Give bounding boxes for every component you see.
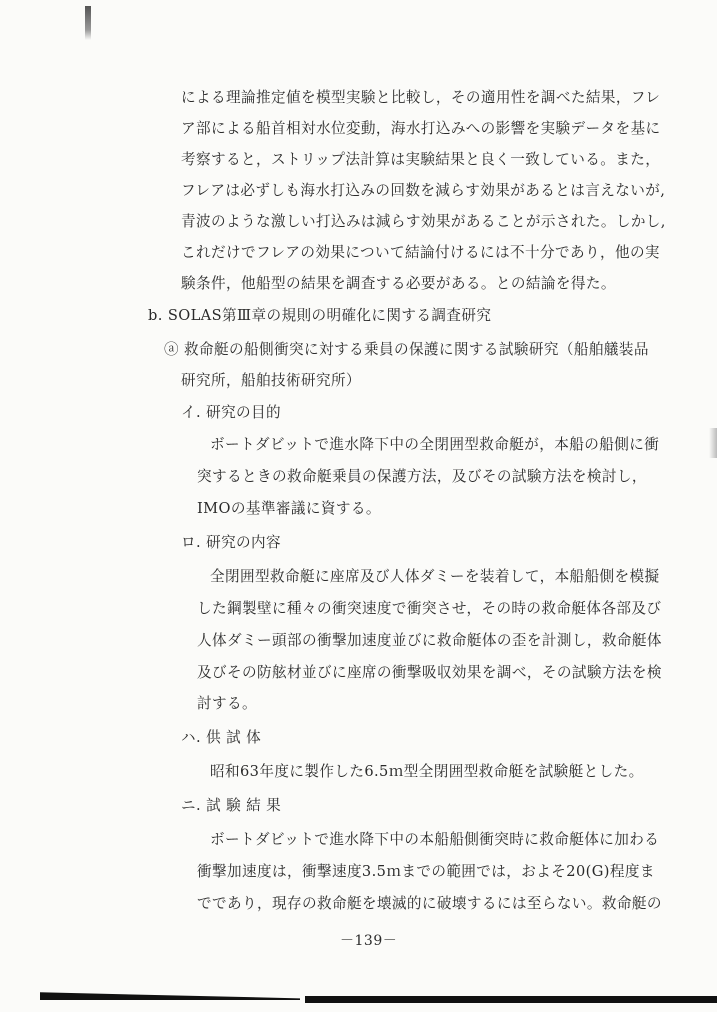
scan-shadow-right <box>305 996 717 1003</box>
para1-line-2: ア部による船首相対水位変動，海水打込みへの影響を実験データを基に <box>181 120 661 137</box>
para1-line-5: 青波のような激しい打込みは減らす効果があることが示された。しかし, <box>181 213 666 230</box>
scan-shadow-left <box>40 986 300 1000</box>
ha-body: 昭和63年度に製作した6.5ｍ型全閉囲型救命艇を試験艇とした。 <box>210 763 644 780</box>
ro-body-line-4: 及びその防舷材並びに座席の衝撃吸収効果を調べ，その試験方法を検 <box>197 664 662 681</box>
ni-body-line-3: でであり，現存の救命艇を壊滅的に破壊するには至らない。救命艇の <box>197 895 662 912</box>
ro-body-line-2: した鋼製壁に種々の衝突速度で衝突させ，その時の救命艇体各部及び <box>197 600 662 617</box>
subsection-a-line-1: ⓐ 救命艇の船側衝突に対する乗員の保護に関する試験研究（船舶艤装品 <box>164 341 649 358</box>
para1-line-1: による理論推定値を模型実験と比較し，その適用性を調べた結果，フレ <box>181 89 661 106</box>
heading-i: イ. 研究の目的 <box>181 404 282 421</box>
ro-body-line-3: 人体ダミー頭部の衝撃加速度並びに救命艇体の歪を計測し，救命艇体 <box>197 632 662 649</box>
ro-body-line-5: 討する。 <box>197 695 257 712</box>
i-body-line-2: 突するときの救命艇乗員の保護方法，及びその試験方法を検討し， <box>197 468 647 485</box>
section-b-heading: b. SOLAS第Ⅲ章の規則の明確化に関する調査研究 <box>148 307 492 324</box>
para1-line-7: 験条件，他船型の結果を調査する必要がある。との結論を得た。 <box>181 275 616 292</box>
i-body-line-1: ボートダビットで進水降下中の全閉囲型救命艇が，本船の船側に衝 <box>210 436 660 453</box>
para1-line-6: これだけでフレアの効果について結論付けるには不十分であり，他の実 <box>181 244 660 261</box>
page-number: －139－ <box>340 933 398 949</box>
para1-line-3: 考察すると，ストリップ法計算は実験結果と良く一致している。また， <box>181 151 661 168</box>
scan-edge-mark <box>709 428 717 458</box>
scan-marker <box>85 6 91 40</box>
heading-ro: ロ. 研究の内容 <box>181 534 282 551</box>
ro-body-line-1: 全閉囲型救命艇に座席及び人体ダミーを装着して，本船船側を模擬 <box>210 568 660 585</box>
subsection-a-line-2: 研究所，船舶技術研究所） <box>181 372 361 389</box>
para1-line-4: フレアは必ずしも海水打込みの回数を減らす効果があるとは言えないが, <box>181 182 666 199</box>
ni-body-line-2: 衝撃加速度は，衝撃速度3.5ｍまでの範囲では，およそ20(G)程度ま <box>197 863 655 880</box>
i-body-line-3: IMOの基準審議に資する。 <box>197 500 381 517</box>
ni-body-line-1: ボートダビットで進水降下中の本船船側衝突時に救命艇体に加わる <box>210 831 660 848</box>
heading-ha: ハ. 供 試 体 <box>181 729 262 746</box>
heading-ni: ニ. 試 験 結 果 <box>181 797 282 814</box>
